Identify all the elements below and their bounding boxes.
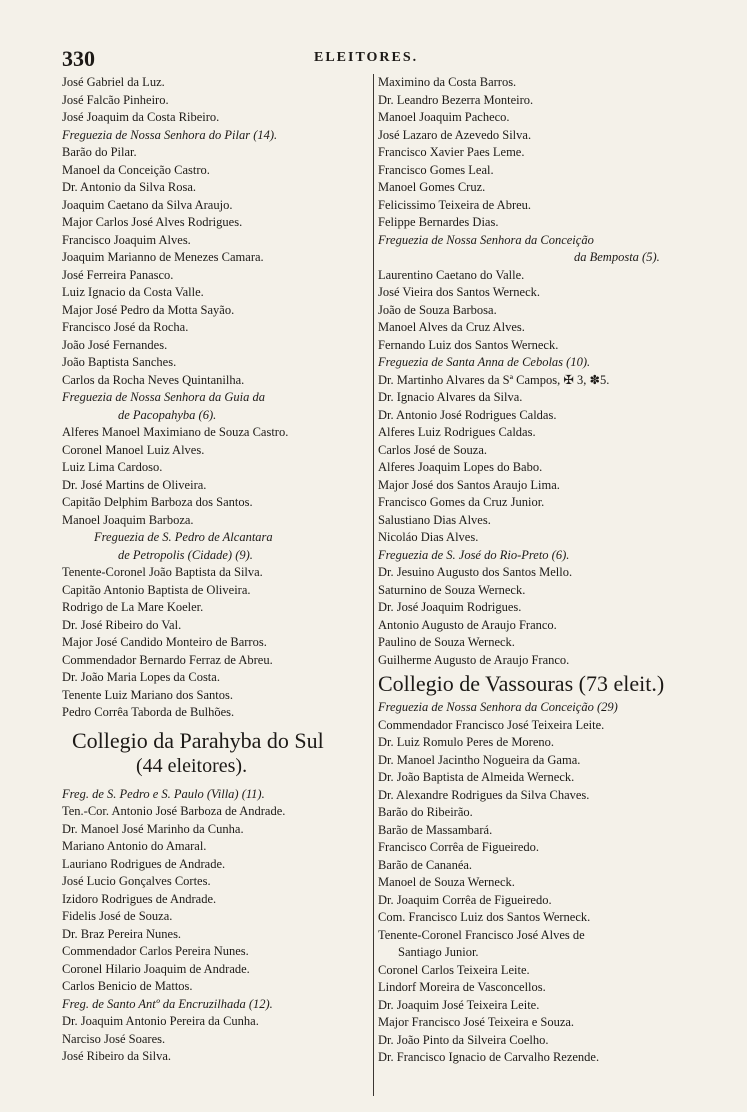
elector-name: Alferes Joaquim Lopes do Babo. — [378, 460, 543, 474]
elector-name: Tenente-Coronel Francisco José Alves de — [378, 927, 585, 942]
elector-name: João José Fernandes. — [62, 337, 168, 352]
left-column — [62, 74, 372, 1066]
elector-name: Dr. Antonio José Rodrigues Caldas. — [378, 407, 557, 422]
elector-name: Dr. Antonio da Silva Rosa. — [62, 180, 197, 194]
elector-name: Dr. Alexandre Rodrigues da Silva Chaves. — [378, 787, 590, 802]
elector-name: Major José Candido Monteiro de Barros. — [62, 635, 267, 649]
elector-name: Tenente Luiz Mariano dos Santos. — [62, 687, 233, 702]
elector-name: Dr. Luiz Romulo Peres de Moreno. — [378, 735, 555, 749]
elector-name: Salustiano Dias Alves. — [378, 512, 491, 527]
parish-heading-continued: da Bemposta (5). — [574, 250, 660, 264]
parish-heading: Freg. de Santo Antº da Encruzilhada (12). — [62, 996, 273, 1011]
elector-name: Joaquim Marianno de Menezes Camara. — [62, 250, 264, 264]
elector-name: Dr. Manoel Jacintho Nogueira da Gama. — [378, 752, 581, 767]
elector-name: Dr. Joaquim José Teixeira Leite. — [378, 997, 540, 1012]
elector-name: João Baptista Sanches. — [62, 355, 177, 369]
college-heading: Collegio da Parahyba do Sul — [72, 727, 324, 753]
elector-name: Manoel Joaquim Pacheco. — [378, 110, 510, 124]
elector-name: Francisco Gomes Leal. — [378, 162, 494, 177]
parish-heading: Freguezia de Nossa Senhora da Conceição (29) — [378, 700, 618, 714]
elector-name: Capitão Antonio Baptista de Oliveira. — [62, 582, 251, 597]
elector-name: José Ribeiro da Silva. — [62, 1049, 172, 1063]
elector-name: Tenente-Coronel João Baptista da Silva. — [62, 565, 263, 579]
elector-name: Barão de Cananéa. — [378, 857, 473, 872]
elector-name: Manoel da Conceição Castro. — [62, 162, 210, 177]
elector-name: Lauriano Rodrigues de Andrade. — [62, 856, 226, 871]
elector-name: Manoel Joaquim Barboza. — [62, 512, 194, 527]
elector-name: Barão de Massambará. — [378, 822, 493, 837]
running-title: ELEITORES. — [314, 50, 419, 65]
elector-name: Coronel Hilario Joaquim de Andrade. — [62, 961, 250, 976]
elector-name: Dr. Joaquim Antonio Pereira da Cunha. — [62, 1014, 259, 1028]
elector-name: Felippe Bernardes Dias. — [378, 215, 499, 229]
parish-heading: Freguezia de S. Pedro de Alcantara — [94, 530, 273, 544]
elector-name: Carlos Benicio de Mattos. — [62, 979, 193, 993]
elector-name: Fernando Luiz dos Santos Werneck. — [378, 337, 559, 352]
elector-name: Francisco Xavier Paes Leme. — [378, 145, 525, 159]
elector-name: Dr. Braz Pereira Nunes. — [62, 926, 182, 941]
elector-name: Luiz Lima Cardoso. — [62, 460, 163, 474]
elector-name: Dr. Martinho Alvares da Sª Campos, ✠ 3, ✽5. — [378, 372, 610, 387]
elector-name: Fidelis José de Souza. — [62, 909, 173, 923]
parish-heading-continued: de Petropolis (Cidade) (9). — [118, 547, 253, 562]
elector-name: Nicoláo Dias Alves. — [378, 530, 479, 544]
elector-name: João de Souza Barbosa. — [378, 302, 497, 317]
right-column — [378, 74, 698, 1067]
parish-heading: Freguezia de Santa Anna de Cebolas (10). — [378, 355, 591, 369]
elector-name: Maximino da Costa Barros. — [378, 75, 517, 89]
elector-name: Paulino de Souza Werneck. — [378, 635, 515, 649]
elector-name: Dr. João Pinto da Silveira Coelho. — [378, 1032, 549, 1047]
elector-name: Dr. José Joaquim Rodrigues. — [378, 600, 522, 614]
elector-name: José Ferreira Panasco. — [62, 267, 174, 282]
elector-name: Major Francisco José Teixeira e Souza. — [378, 1015, 575, 1029]
elector-name: Com. Francisco Luiz dos Santos Werneck. — [378, 910, 591, 924]
elector-name: Dr. João Maria Lopes da Costa. — [62, 670, 220, 684]
elector-name: Major Carlos José Alves Rodrigues. — [62, 215, 243, 229]
elector-name: Dr. Francisco Ignacio de Carvalho Rezende. — [378, 1050, 600, 1064]
elector-name: Alferes Luiz Rodrigues Caldas. — [378, 425, 536, 439]
elector-name: Dr. Joaquim Corrêa de Figueiredo. — [378, 892, 552, 907]
elector-name: Dr. José Ribeiro do Val. — [62, 617, 182, 632]
elector-name: Luiz Ignacio da Costa Valle. — [62, 285, 204, 299]
elector-name: Commendador Bernardo Ferraz de Abreu. — [62, 652, 273, 667]
elector-name: Capitão Delphim Barboza dos Santos. — [62, 495, 253, 509]
elector-name: Commendador Carlos Pereira Nunes. — [62, 944, 249, 958]
elector-name: Saturnino de Souza Werneck. — [378, 582, 526, 597]
elector-name: Ten.-Cor. Antonio José Barboza de Andrade. — [62, 804, 286, 818]
elector-name: Coronel Carlos Teixeira Leite. — [378, 962, 530, 977]
college-subheading: (44 eleitores). — [136, 754, 248, 777]
elector-name: Manoel Alves da Cruz Alves. — [378, 320, 525, 334]
elector-name: Major José dos Santos Araujo Lima. — [378, 477, 560, 492]
elector-name: Dr. Ignacio Alvares da Silva. — [378, 390, 523, 404]
elector-name: Francisco Joaquim Alves. — [62, 232, 191, 247]
parish-heading-continued: de Pacopahyba (6). — [118, 407, 217, 422]
elector-name: Francisco Corrêa de Figueiredo. — [378, 840, 540, 854]
elector-name: Rodrigo de La Mare Koeler. — [62, 600, 204, 614]
elector-name: Pedro Corrêa Taborda de Bulhões. — [62, 705, 235, 719]
elector-name: José Joaquim da Costa Ribeiro. — [62, 110, 220, 124]
elector-name: Major José Pedro da Motta Sayão. — [62, 302, 235, 317]
elector-name: Izidoro Rodrigues de Andrade. — [62, 891, 217, 906]
elector-name: José Lazaro de Azevedo Silva. — [378, 127, 532, 142]
elector-name: José Gabriel da Luz. — [62, 75, 165, 89]
elector-name-continued: Santiago Junior. — [398, 945, 479, 959]
elector-name: Barão do Ribeirão. — [378, 805, 473, 819]
elector-name: Manoel de Souza Werneck. — [378, 875, 515, 889]
page-number: 330 — [62, 46, 95, 71]
page-header — [62, 46, 692, 72]
elector-name: Francisco José da Rocha. — [62, 320, 189, 334]
elector-name: Dr. João Baptista de Almeida Werneck. — [378, 770, 575, 784]
elector-name: Joaquim Caetano da Silva Araujo. — [62, 197, 233, 212]
elector-name: Narciso José Soares. — [62, 1031, 166, 1046]
elector-name: Dr. Manoel José Marinho da Cunha. — [62, 821, 244, 836]
elector-name: Coronel Manoel Luiz Alves. — [62, 442, 205, 457]
elector-name: Dr. Leandro Bezerra Monteiro. — [378, 92, 534, 107]
elector-name: José Lucio Gonçalves Cortes. — [62, 874, 211, 888]
parish-heading: Freguezia de Nossa Senhora da Conceição — [378, 232, 594, 247]
college-heading: Collegio de Vassouras (73 eleit.) — [378, 671, 665, 696]
elector-name: Mariano Antonio do Amaral. — [62, 839, 207, 853]
elector-name: Alferes Manoel Maximiano de Souza Castro. — [62, 425, 289, 439]
elector-name: Barão do Pilar. — [62, 145, 137, 159]
elector-name: José Falcão Pinheiro. — [62, 92, 169, 107]
parish-heading: Freguezia de Nossa Senhora da Guia da — [62, 390, 265, 404]
elector-name: Manoel Gomes Cruz. — [378, 180, 486, 194]
elector-name: Laurentino Caetano do Valle. — [378, 267, 525, 282]
elector-name: Carlos José de Souza. — [378, 442, 488, 457]
parish-heading: Freguezia de Nossa Senhora do Pilar (14). — [62, 127, 278, 142]
spacer — [62, 778, 372, 786]
elector-name: Antonio Augusto de Araujo Franco. — [378, 617, 557, 632]
elector-name: Dr. Jesuino Augusto dos Santos Mello. — [378, 565, 573, 579]
elector-name: Lindorf Moreira de Vasconcellos. — [378, 980, 546, 994]
elector-name: Dr. José Martins de Oliveira. — [62, 477, 207, 492]
elector-name: Carlos da Rocha Neves Quintanilha. — [62, 372, 245, 387]
column-divider — [373, 74, 374, 1096]
elector-name: Francisco Gomes da Cruz Junior. — [378, 495, 545, 509]
parish-heading: Freg. de S. Pedro e S. Paulo (Villa) (11). — [62, 786, 265, 801]
parish-heading: Freguezia de S. José do Rio-Preto (6). — [378, 547, 570, 562]
elector-name: José Vieira dos Santos Werneck. — [378, 285, 540, 299]
elector-name: Felicissimo Teixeira de Abreu. — [378, 197, 532, 212]
elector-name: Commendador Francisco José Teixeira Leite. — [378, 717, 605, 732]
elector-name: Guilherme Augusto de Araujo Franco. — [378, 652, 570, 667]
